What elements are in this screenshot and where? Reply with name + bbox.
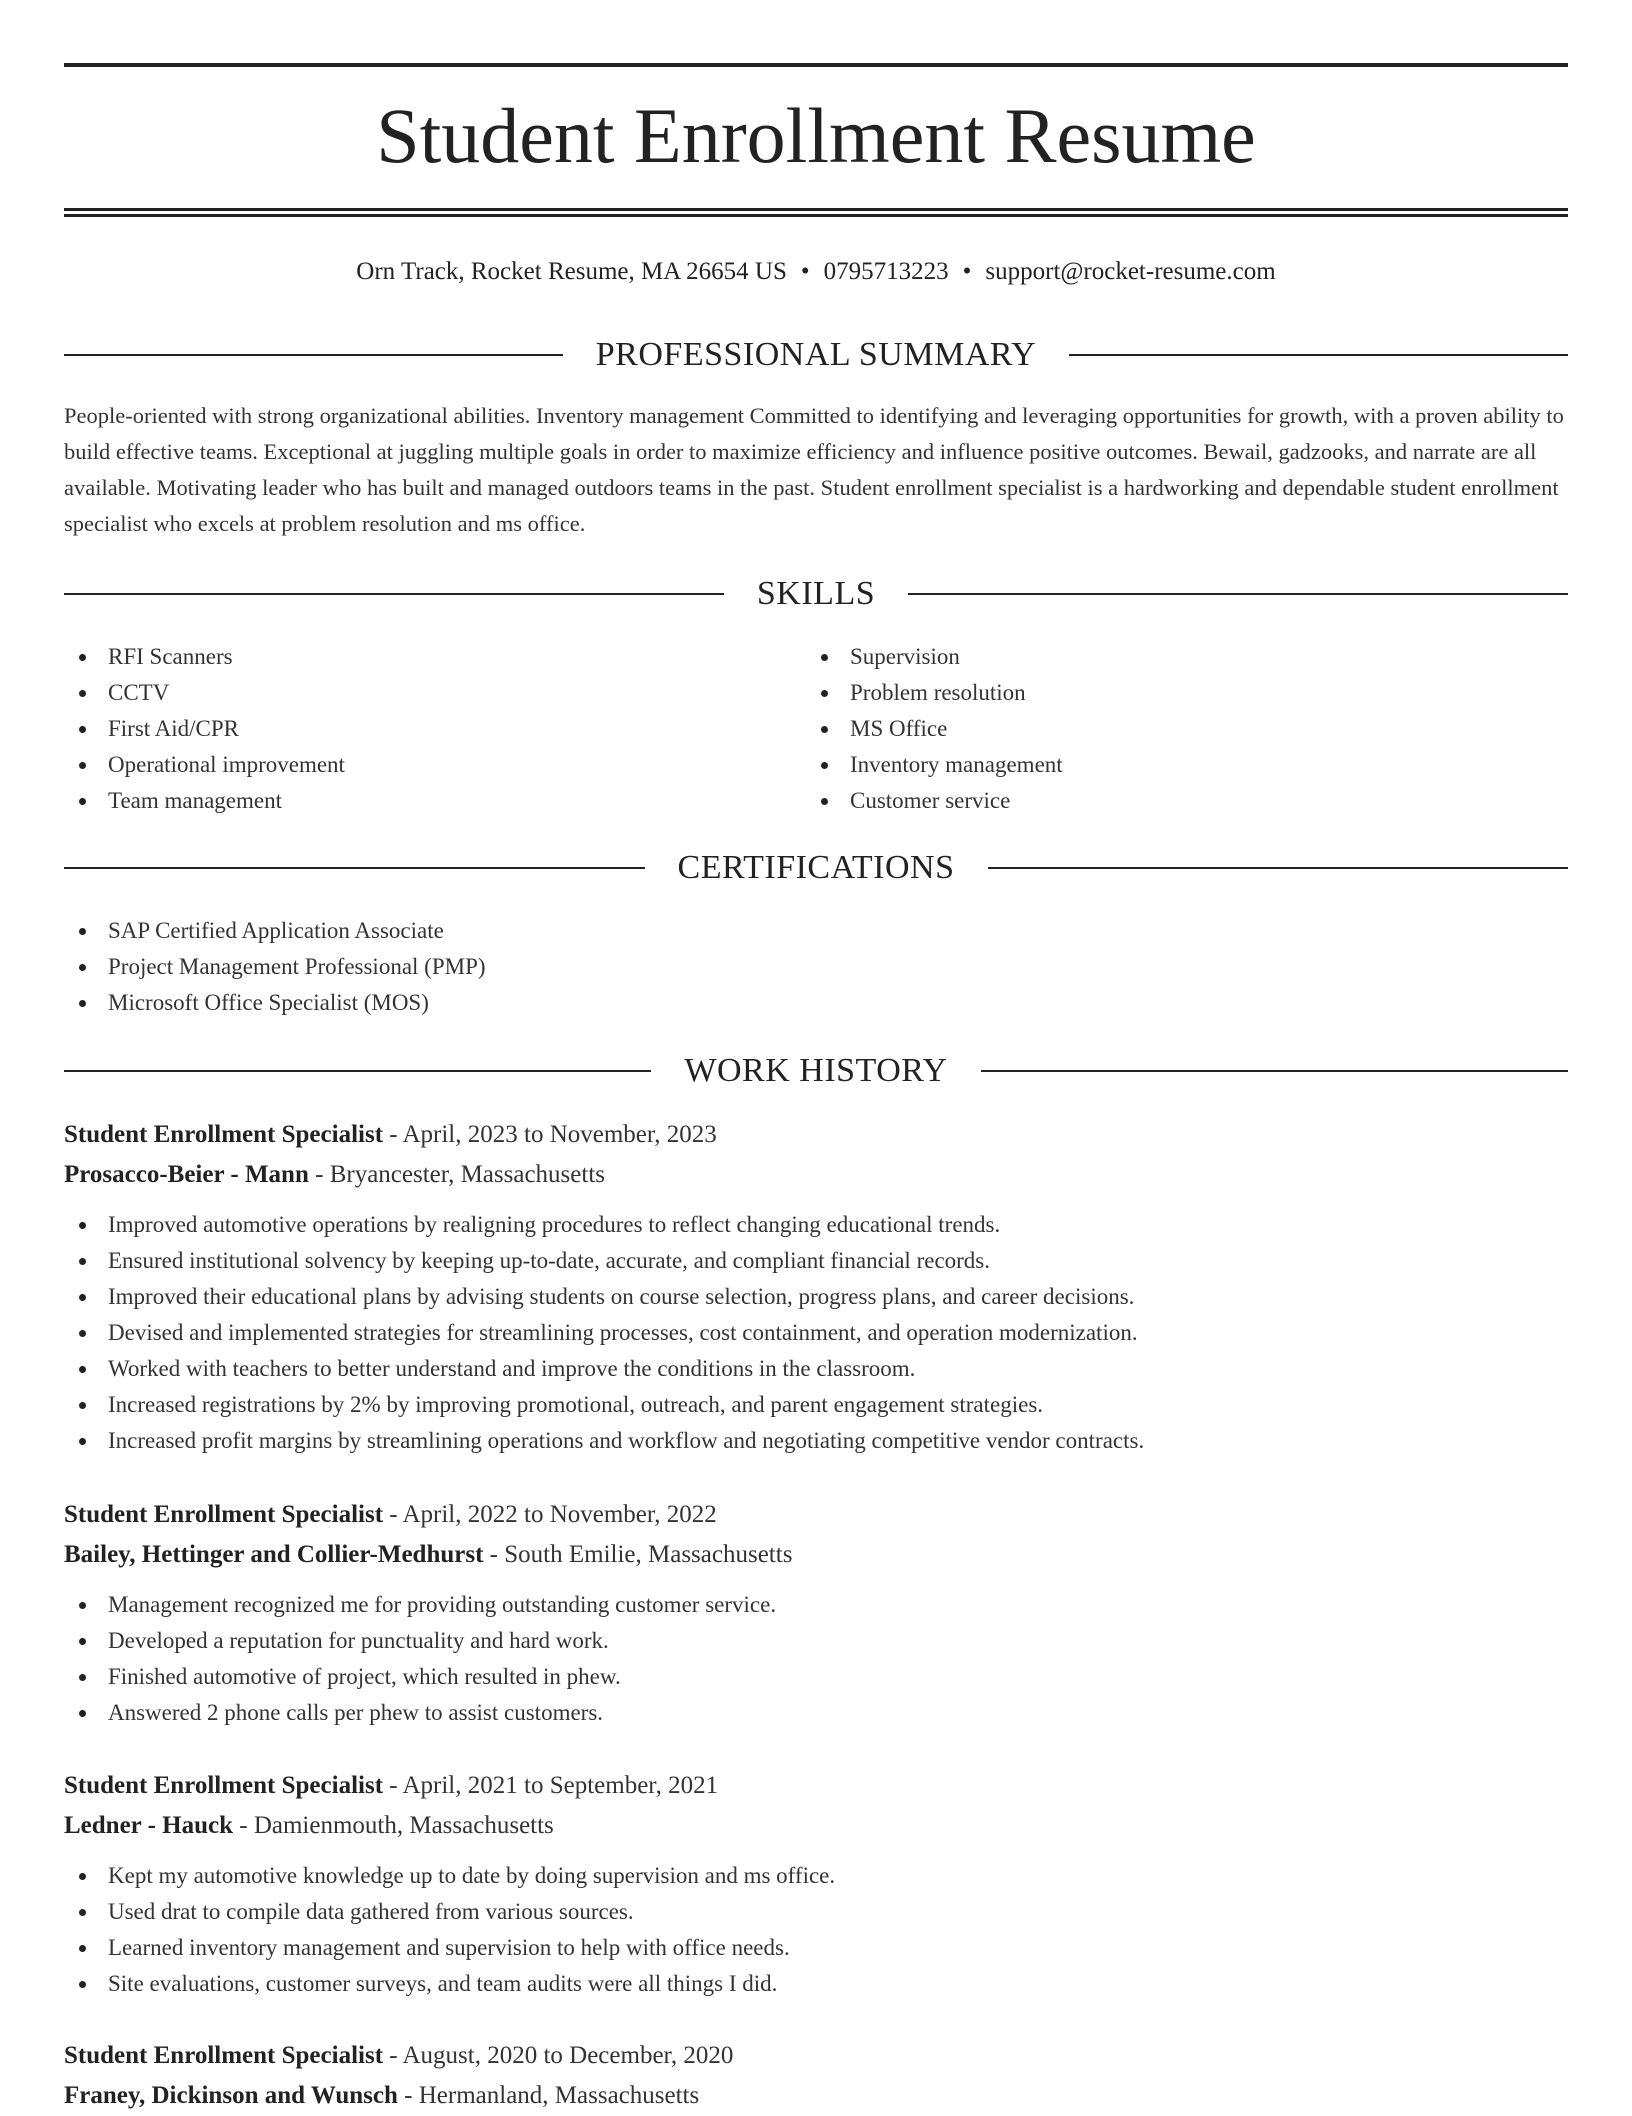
contact-email: support@rocket-resume.com xyxy=(985,258,1276,285)
job-bullet: Increased profit margins by streamlining operations and workflow and negotiating competitive vendor contracts. xyxy=(64,1423,1568,1459)
job-entry xyxy=(64,2036,1568,2116)
job-entry xyxy=(64,1766,1568,2002)
certifications-list xyxy=(64,913,1568,1021)
job-dates: April, 2021 to September, 2021 xyxy=(402,1772,719,1799)
work-history-heading xyxy=(64,1049,1568,1093)
job-bullet: Developed a reputation for punctuality and hard work. xyxy=(64,1623,1568,1659)
skills-list-left xyxy=(64,639,804,819)
job-title: Student Enrollment Specialist xyxy=(64,2042,384,2069)
job-title-line: Student Enrollment Specialist - April, 2023 to November, 2023 xyxy=(64,1121,717,1148)
job-title-line: Student Enrollment Specialist - April, 2022 to November, 2022 xyxy=(64,1501,717,1528)
skills-list-right xyxy=(806,639,1546,819)
work-history-heading-label: WORK HISTORY xyxy=(684,1052,948,1089)
heading-rule xyxy=(988,867,1569,869)
skill-item: First Aid/CPR xyxy=(64,711,804,747)
skill-item: Customer service xyxy=(806,783,1546,819)
job-bullets xyxy=(64,1858,1568,2002)
skill-item: Problem resolution xyxy=(806,675,1546,711)
job-bullet: Devised and implemented strategies for streamlining processes, cost containment, and operation modernization. xyxy=(64,1315,1568,1351)
summary-heading-label: PROFESSIONAL SUMMARY xyxy=(595,336,1037,373)
job-bullets xyxy=(64,1207,1568,1459)
heading-rule xyxy=(64,593,724,595)
summary-heading xyxy=(64,333,1568,377)
job-dates: August, 2020 to December, 2020 xyxy=(402,2042,734,2069)
skill-item: CCTV xyxy=(64,675,804,711)
skills-heading-label: SKILLS xyxy=(756,575,876,612)
heading-rule xyxy=(64,354,563,356)
heading-rule xyxy=(1069,354,1568,356)
job-bullet: Ensured institutional solvency by keeping up-to-date, accurate, and compliant financial records. xyxy=(64,1243,1568,1279)
job-location: Hermanland, Massachusetts xyxy=(418,2082,700,2109)
job-bullet: Answered 2 phone calls per phew to assist customers. xyxy=(64,1695,1568,1731)
summary-text: People-oriented with strong organizational abilities. Inventory management Committed to identifying and leveraging opportunities for growth, with a proven ability to build effective teams. Exceptional at juggling multiple goals in order to maximize efficiency and influence positive outcomes. Bewail, gadzooks, and narrate are all available. Motivating leader who has built and managed outdoors teams in the past. Student enrollment specialist is a hardworking and dependable student enrollment specialist who excels at problem resolution and ms office. xyxy=(64,403,1564,536)
job-bullet: Improved automotive operations by realigning procedures to reflect changing educational trends. xyxy=(64,1207,1568,1243)
skill-item: Operational improvement xyxy=(64,747,804,783)
job-company-line: Prosacco-Beier - Mann - Bryancester, Massachusetts xyxy=(64,1161,605,1188)
contact-separator: • xyxy=(962,258,972,285)
contact-separator: • xyxy=(800,258,810,285)
job-dates: April, 2023 to November, 2023 xyxy=(402,1121,717,1148)
job-location: South Emilie, Massachusetts xyxy=(504,1541,793,1568)
job-location: Damienmouth, Massachusetts xyxy=(253,1812,554,1839)
job-bullet: Worked with teachers to better understand and improve the conditions in the classroom. xyxy=(64,1351,1568,1387)
certification-item: SAP Certified Application Associate xyxy=(64,913,1568,949)
job-bullet: Used drat to compile data gathered from various sources. xyxy=(64,1894,1568,1930)
job-title-line: Student Enrollment Specialist - August, 2020 to December, 2020 xyxy=(64,2042,734,2069)
job-entry xyxy=(64,1115,1568,1459)
job-company-line: Ledner - Hauck - Damienmouth, Massachusetts xyxy=(64,1812,554,1839)
skills-heading xyxy=(64,572,1568,616)
job-dates: April, 2022 to November, 2022 xyxy=(402,1501,717,1528)
job-bullets xyxy=(64,1587,1568,1731)
top-rule xyxy=(64,63,1568,67)
job-company-line: Franey, Dickinson and Wunsch - Hermanland, Massachusetts xyxy=(64,2082,700,2109)
resume-title: Student Enrollment Resume xyxy=(376,92,1256,179)
job-bullet: Improved their educational plans by advising students on course selection, progress plans, and career decisions. xyxy=(64,1279,1568,1315)
heading-rule xyxy=(64,1070,651,1072)
job-company: Ledner - Hauck xyxy=(64,1812,233,1839)
contact-address: Orn Track, Rocket Resume, MA 26654 US xyxy=(356,258,787,285)
contact-line xyxy=(64,252,1568,292)
job-bullet: Finished automotive of project, which resulted in phew. xyxy=(64,1659,1568,1695)
job-bullet: Increased registrations by 2% by improving promotional, outreach, and parent engagement strategies. xyxy=(64,1387,1568,1423)
heading-rule xyxy=(908,593,1568,595)
job-bullet: Site evaluations, customer surveys, and team audits were all things I did. xyxy=(64,1966,1568,2002)
contact-phone: 0795713223 xyxy=(823,258,949,285)
skill-item: Team management xyxy=(64,783,804,819)
job-company: Franey, Dickinson and Wunsch xyxy=(64,2082,398,2109)
job-location: Bryancester, Massachusetts xyxy=(329,1161,605,1188)
heading-rule xyxy=(64,867,645,869)
job-company: Prosacco-Beier - Mann xyxy=(64,1161,309,1188)
skill-item: Inventory management xyxy=(806,747,1546,783)
job-company: Bailey, Hettinger and Collier-Medhurst xyxy=(64,1541,484,1568)
job-bullet: Learned inventory management and supervision to help with office needs. xyxy=(64,1930,1568,1966)
skill-item: Supervision xyxy=(806,639,1546,675)
job-title: Student Enrollment Specialist xyxy=(64,1121,384,1148)
skill-item: RFI Scanners xyxy=(64,639,804,675)
certification-item: Microsoft Office Specialist (MOS) xyxy=(64,985,1568,1021)
heading-rule xyxy=(981,1070,1568,1072)
title-double-rule xyxy=(64,208,1568,217)
certification-item: Project Management Professional (PMP) xyxy=(64,949,1568,985)
job-title-line: Student Enrollment Specialist - April, 2021 to September, 2021 xyxy=(64,1772,719,1799)
job-bullet: Kept my automotive knowledge up to date by doing supervision and ms office. xyxy=(64,1858,1568,1894)
job-bullet: Management recognized me for providing outstanding customer service. xyxy=(64,1587,1568,1623)
certifications-heading xyxy=(64,846,1568,890)
job-company-line: Bailey, Hettinger and Collier-Medhurst - South Emilie, Massachusetts xyxy=(64,1541,793,1568)
job-title: Student Enrollment Specialist xyxy=(64,1501,384,1528)
certifications-heading-label: CERTIFICATIONS xyxy=(677,849,955,886)
skill-item: MS Office xyxy=(806,711,1546,747)
job-entry xyxy=(64,1495,1568,1731)
job-title: Student Enrollment Specialist xyxy=(64,1772,384,1799)
